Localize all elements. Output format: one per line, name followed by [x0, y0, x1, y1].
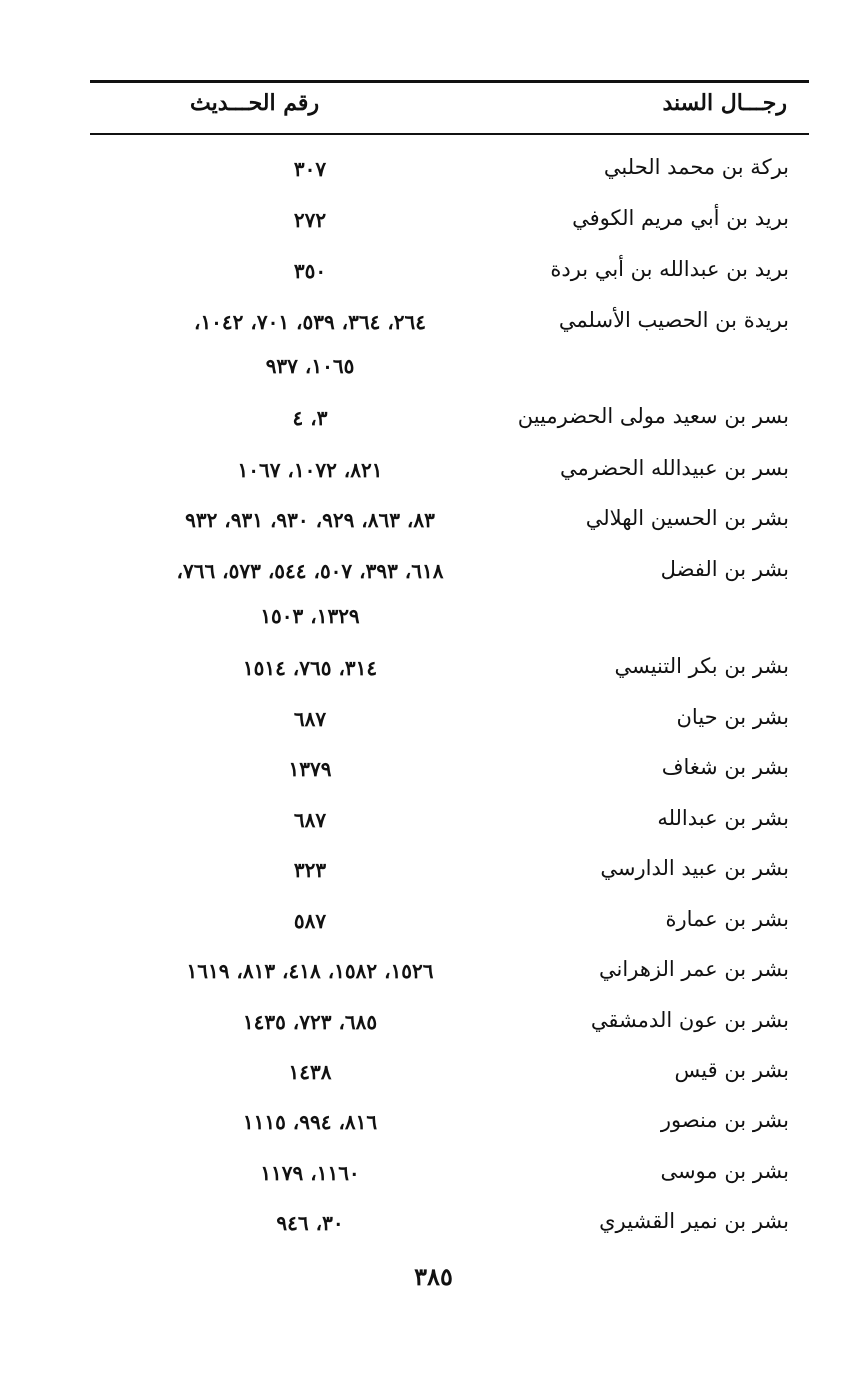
hadith-numbers: ١٥٢٦، ١٥٨٢، ٤١٨، ٨١٣، ١٦١٩ [186, 959, 434, 983]
narrator-name: بشر بن نمير القشيري [599, 1209, 789, 1233]
table-row [0, 697, 867, 747]
narrator-name: بشر بن الحسين الهلالي [585, 506, 789, 530]
hadith-numbers: ٨٢١، ١٠٧٢، ١٠٦٧ [237, 458, 383, 482]
hadith-numbers: ٢٦٤، ٣٦٤، ٥٣٩، ٧٠١، ١٠٤٢، [193, 310, 427, 334]
table-row [0, 646, 867, 696]
table-row [0, 549, 867, 599]
hadith-numbers: ٨١٦، ٩٩٤، ١١١٥ [242, 1110, 378, 1134]
table-row [0, 747, 867, 797]
hadith-numbers: ٣، ٤ [292, 406, 328, 430]
table-row [0, 1100, 867, 1150]
narrator-name: بريد بن عبدالله بن أبي بردة [550, 257, 789, 281]
hadith-numbers: ٦٨٥، ٧٢٣، ١٤٣٥ [242, 1010, 378, 1034]
hadith-numbers: ١١٦٠، ١١٧٩ [260, 1161, 360, 1185]
narrator-name: بشر بن عمر الزهراني [599, 957, 789, 981]
hadith-numbers: ٣٥٠ [293, 259, 327, 283]
narrator-name: بشر بن عبدالله [657, 806, 789, 830]
narrator-name: بشر بن حيان [676, 705, 789, 729]
table-row-continuation [0, 594, 867, 644]
narrator-name: بشر بن شغاف [661, 755, 789, 779]
hadith-numbers: ٣١٤، ٧٦٥، ١٥١٤ [242, 656, 378, 680]
table-row [0, 300, 867, 350]
table-row [0, 1151, 867, 1201]
narrator-name: بشر بن قيس [674, 1058, 789, 1082]
hadith-numbers: ٦١٨، ٣٩٣، ٥٠٧، ٥٤٤، ٥٧٣، ٧٦٦، [176, 559, 444, 583]
table-row [0, 1201, 867, 1251]
header-narrators: رجـــال السند [662, 90, 787, 116]
table-row [0, 147, 867, 197]
narrator-name: بسر بن سعيد مولى الحضرميين [517, 404, 789, 428]
narrator-name: بشر بن موسى [660, 1159, 789, 1183]
table-row [0, 798, 867, 848]
header-hadith-number: رقم الحـــديث [190, 90, 320, 116]
narrator-name: بريد بن أبي مريم الكوفي [572, 206, 789, 230]
hadith-numbers: ١٣٢٩، ١٥٠٣ [260, 604, 360, 628]
table-row [0, 1050, 867, 1100]
narrator-name: بشر بن عبيد الدارسي [600, 856, 789, 880]
hadith-numbers: ١٣٧٩ [288, 757, 332, 781]
hadith-numbers: ٢٧٢ [293, 208, 327, 232]
hadith-numbers: ٨٣، ٨٦٣، ٩٢٩، ٩٣٠، ٩٣١، ٩٣٢ [185, 508, 435, 532]
table-row [0, 448, 867, 498]
hadith-numbers: ١٤٣٨ [288, 1060, 332, 1084]
table-row [0, 1000, 867, 1050]
hadith-numbers: ١٠٦٥، ٩٣٧ [265, 354, 355, 378]
table-row-continuation [0, 344, 867, 394]
table-row [0, 899, 867, 949]
narrator-name: بشر بن بكر التنيسي [614, 654, 789, 678]
narrator-name: بريدة بن الحصيب الأسلمي [558, 308, 789, 332]
page-number: ٣٨٥ [414, 1262, 453, 1291]
table-row [0, 249, 867, 299]
table-row [0, 949, 867, 999]
hadith-numbers: ٦٨٧ [293, 707, 327, 731]
narrator-name: بركة بن محمد الحلبي [603, 155, 789, 179]
hadith-numbers: ٦٨٧ [293, 808, 327, 832]
narrator-name: بشر بن عون الدمشقي [590, 1008, 789, 1032]
hadith-numbers: ٣٠٧ [293, 157, 327, 181]
table-row [0, 498, 867, 548]
table-row [0, 198, 867, 248]
hadith-numbers: ٣٢٣ [293, 858, 327, 882]
table-row [0, 848, 867, 898]
narrator-name: بشر بن منصور [660, 1108, 789, 1132]
narrator-name: بشر بن عمارة [665, 907, 789, 931]
hadith-numbers: ٣٠، ٩٤٦ [276, 1211, 344, 1235]
table-row [0, 396, 867, 446]
hadith-numbers: ٥٨٧ [293, 909, 327, 933]
narrator-name: بشر بن الفضل [660, 557, 789, 581]
narrator-name: بسر بن عبيدالله الحضرمي [559, 456, 789, 480]
